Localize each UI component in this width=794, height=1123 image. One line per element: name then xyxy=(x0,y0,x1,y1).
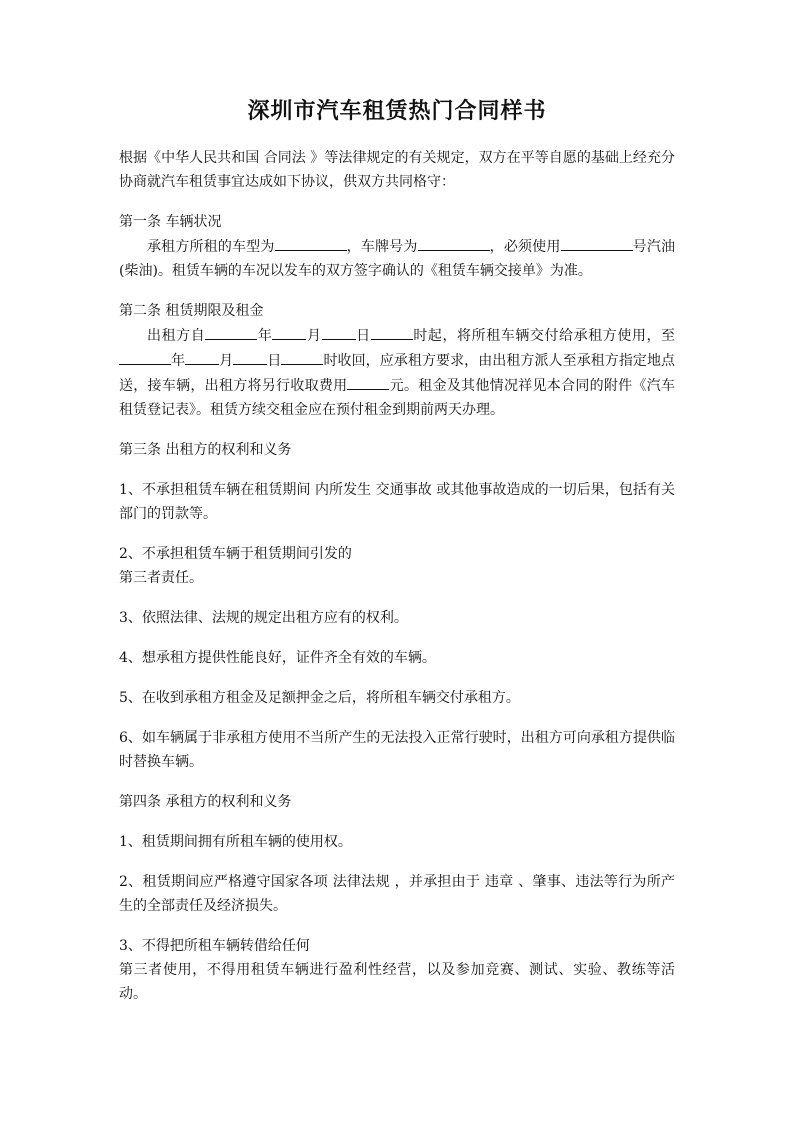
start-hour-blank xyxy=(371,323,413,340)
end-month-blank xyxy=(185,348,219,365)
fuel-grade-blank xyxy=(561,234,633,251)
article-1-text-3: ，必须使用 xyxy=(489,239,561,255)
start-day-blank xyxy=(322,323,356,340)
article-1-text-4: 号汽油(柴油)。租赁车辆的车况以发车的双方签字确认的《租赁车辆交接单》为准。 xyxy=(119,239,676,279)
end-day-blank xyxy=(233,348,267,365)
delivery-fee-blank xyxy=(347,373,389,390)
start-day-label: 日 xyxy=(355,328,371,344)
article-2-text-2: 时起，将所租车辆交付给承租方使用，至 xyxy=(412,328,676,344)
article-3-heading: 第三条 出租方的权利和义务 xyxy=(119,442,292,458)
article-2-text-4: 元。租金及其他情况祥见本合同的附件《汽车租赁登记表》。租赁方续交租金应在预付租金到期前两天办理。 xyxy=(119,378,676,418)
article-1-paragraph xyxy=(119,234,675,283)
article-2-text-1: 出租方自 xyxy=(147,328,206,344)
plate-number-blank xyxy=(418,234,490,251)
article-3-item-1: 1、不承担租赁车辆在租赁期间 内所发生 交通事故 或其他事故造成的一切后果，包括有关部门的罚款等。 xyxy=(119,482,675,522)
article-4-heading: 第四条 承租方的权利和义务 xyxy=(119,794,292,810)
end-day-label: 日 xyxy=(267,353,282,369)
article-4-item-3-line-1: 3、不得把所租车辆转借给任何 xyxy=(119,938,310,954)
start-month-label: 月 xyxy=(306,328,322,344)
article-1-text-1: 承租方所租的车型为 xyxy=(147,239,275,255)
start-month-blank xyxy=(272,323,306,340)
article-4-item-2: 2、租赁期间应严格遵守国家各项 法律法规 ，并承担由于 违章 、肇事、违法等行为所产生的全部责任及经济损失。 xyxy=(119,874,675,914)
end-year-label: 年 xyxy=(171,353,186,369)
article-2-heading: 第二条 租赁期限及租金 xyxy=(119,303,264,319)
article-3-item-5: 5、在收到承租方租金及足额押金之后，将所租车辆交付承租方。 xyxy=(119,690,520,706)
document-body xyxy=(119,146,675,1006)
article-3-item-6: 6、如车辆属于非承租方使用不当所产生的无法投入正常行驶时，出租方可向承租方提供临时替换车辆。 xyxy=(119,730,675,770)
page-title: 深圳市汽车租赁热门合同样书 xyxy=(247,98,547,124)
car-model-blank xyxy=(275,234,347,251)
article-1-heading: 第一条 车辆状况 xyxy=(119,214,222,230)
article-4-item-1: 1、租赁期间拥有所租车辆的使用权。 xyxy=(119,834,352,850)
article-4-item-3-line-2: 第三者使用，不得用租赁车辆进行盈利性经营，以及参加竞赛、测试、实验、教练等活动。 xyxy=(119,962,675,1002)
start-year-blank xyxy=(205,323,257,340)
article-3-item-4: 4、想承租方提供性能良好，证件齐全有效的车辆。 xyxy=(119,650,436,666)
start-year-label: 年 xyxy=(257,328,273,344)
article-2-paragraph xyxy=(119,323,675,422)
article-3-item-2-line-2: 第三者责任。 xyxy=(119,570,203,586)
end-year-blank xyxy=(119,348,171,365)
article-2-text-3: 时收回，应承租方要求，由出租方派人至承租方指定地点送，接车辆，出租方将另行收取费用 xyxy=(119,353,676,394)
end-month-label: 月 xyxy=(219,353,234,369)
article-3-item-3: 3、依照法律、法规的规定出租方应有的权利。 xyxy=(119,610,408,626)
article-3-item-2-line-1: 2、不承担租赁车辆于租赁期间引发的 xyxy=(119,546,352,562)
article-1-text-2: ，车牌号为 xyxy=(346,239,418,255)
intro-paragraph: 根据《中华人民共和国 合同法 》等法律规定的有关规定，双方在平等自愿的基础上经充分协商就汽车租赁事宜达成如下协议，供双方共同格守： xyxy=(119,150,675,190)
end-hour-blank xyxy=(281,348,323,365)
